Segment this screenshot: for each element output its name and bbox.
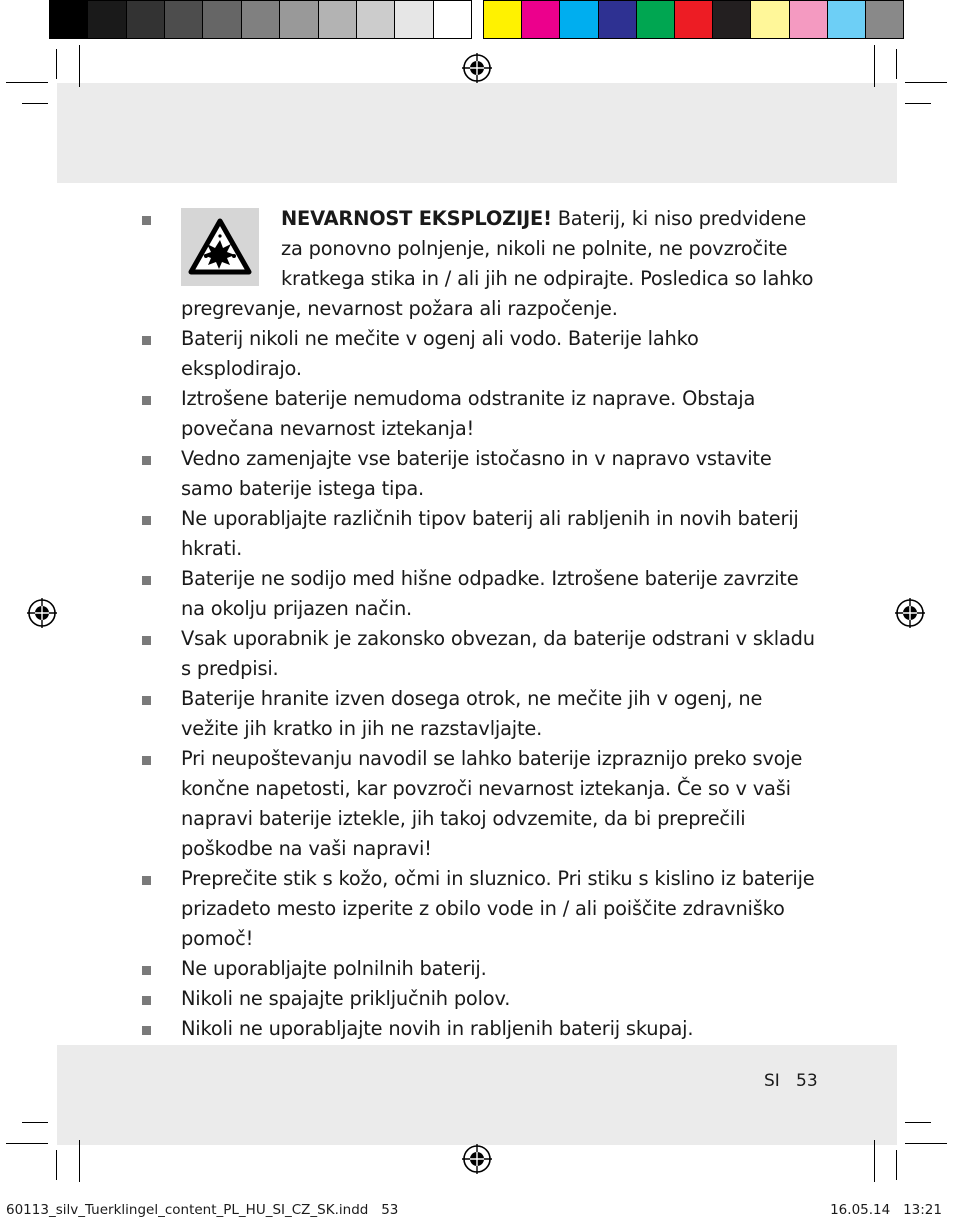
list-item-text: Ne uporabljajte različnih tipov baterij ali rabljenih in novih baterij hkrati. [181,507,799,560]
crop-mark [56,1150,57,1180]
gray-swatch [242,1,280,38]
list-item [140,324,820,384]
list-item [140,954,820,984]
list-item-text: Vedno zamenjajte vse baterije istočasno in v napravo vstavite samo baterije istega tipa. [181,447,772,500]
list-item-text: Baterij nikoli ne mečite v ogenj ali vodo. Baterije lahko eksplodirajo. [181,327,699,380]
crop-mark [79,45,80,87]
bullet-icon [142,396,151,405]
page-number-value: 53 [796,1071,818,1091]
crop-mark [896,49,897,79]
gray-swatch [434,1,471,38]
gray-swatch [319,1,357,38]
crop-mark [56,49,57,79]
footer-band [57,1045,897,1145]
crop-mark [6,82,48,83]
color-swatch [751,1,789,38]
crop-mark [905,1143,947,1144]
crop-mark [905,1122,931,1123]
list-item-text: Preprečite stik s kožo, očmi in sluznico. Pri stiku s kislino iz baterije prizadeto mesto izperite z obilo vode in / ali poiščite zdravniško pomoč! [181,867,815,950]
bullet-icon [142,966,151,975]
list-item [140,444,820,504]
header-band [57,83,897,183]
bullet-icon [142,636,151,645]
warning-item [140,204,820,324]
warning-title: NEVARNOST EKSPLOZIJE! [281,207,552,230]
grayscale-color-bar [49,0,472,39]
list-item-text: Baterije ne sodijo med hišne odpadke. Iztrošene baterije zavrzite na okolju prijazen način. [181,567,799,620]
bullet-icon [142,576,151,585]
crop-mark [874,45,875,87]
gray-swatch [357,1,395,38]
gray-swatch [203,1,241,38]
color-swatch [790,1,828,38]
color-swatch [866,1,903,38]
crop-mark [6,1143,48,1144]
gray-swatch [88,1,126,38]
list-item [140,624,820,684]
gray-swatch [165,1,203,38]
bullet-icon [142,756,151,765]
print-datetime: 16.05.14 13:21 [830,1202,942,1218]
page-language: SI [764,1071,780,1091]
file-slug: 60113_silv_Tuerklingel_content_PL_HU_SI_CZ_SK.indd 53 [6,1202,399,1218]
gray-swatch [280,1,318,38]
color-swatch [713,1,751,38]
list-item-text: Baterije hranite izven dosega otrok, ne mečite jih v ogenj, ne vežite jih kratko in jih ne razstavljajte. [181,687,763,740]
list-item-text: Iztrošene baterije nemudoma odstranite iz naprave. Obstaja povečana nevarnost iztekanja! [181,387,756,440]
color-swatch [637,1,675,38]
list-item [140,984,820,1014]
bullet-icon [142,216,151,225]
list-item-text: Ne uporabljajte polnilnih baterij. [181,957,487,980]
color-swatch [828,1,866,38]
process-color-bar [483,0,904,39]
registration-mark-icon [461,52,493,84]
color-swatch [522,1,560,38]
list-item-text: Pri neupoštevanju navodil se lahko baterije izpraznijo preko svoje končne napetosti, kar povzroči nevarnost iztekanja. Če so v vaši napravi baterije iztekle, jih takoj odvzemite, da bi preprečili poškodbe na vaši napravi! [181,747,803,860]
bullet-icon [142,1026,151,1035]
list-item [140,564,820,624]
bullet-icon [142,696,151,705]
bullet-icon [142,996,151,1005]
list-item [140,1014,820,1044]
page-number [764,1071,818,1091]
registration-mark-icon [894,597,926,629]
crop-mark [905,82,947,83]
list-item [140,744,820,864]
crop-mark [905,103,931,104]
registration-mark-icon [461,1143,493,1175]
bullet-icon [142,876,151,885]
list-item [140,684,820,744]
color-swatch [599,1,637,38]
list-item [140,384,820,444]
color-swatch [484,1,522,38]
crop-mark [22,1122,48,1123]
crop-mark [22,103,48,104]
gray-swatch [395,1,433,38]
gray-swatch [50,1,88,38]
color-swatch [675,1,713,38]
list-item-text: Vsak uporabnik je zakonsko obvezan, da baterije odstrani v skladu s predpisi. [181,627,815,680]
crop-mark [874,1140,875,1182]
crop-mark [79,1140,80,1182]
safety-instructions [140,204,820,1044]
explosion-hazard-icon [181,208,259,286]
color-swatch [560,1,598,38]
bullet-icon [142,516,151,525]
warning-text: Baterij, ki niso predvidene za ponovno polnjenje, nikoli ne polnite, ne povzročite kratkega stika in / ali jih ne odpirajte. Posledica so lahko pregrevanje, nevarnost požara ali razpočenje. [181,207,814,320]
registration-mark-icon [26,597,58,629]
list-item [140,864,820,954]
bullet-icon [142,456,151,465]
gray-swatch [127,1,165,38]
list-item-text: Nikoli ne uporabljajte novih in rabljenih baterij skupaj. [181,1017,694,1040]
crop-mark [896,1150,897,1180]
list-item-text: Nikoli ne spajajte priključnih polov. [181,987,511,1010]
bullet-icon [142,336,151,345]
list-item [140,504,820,564]
